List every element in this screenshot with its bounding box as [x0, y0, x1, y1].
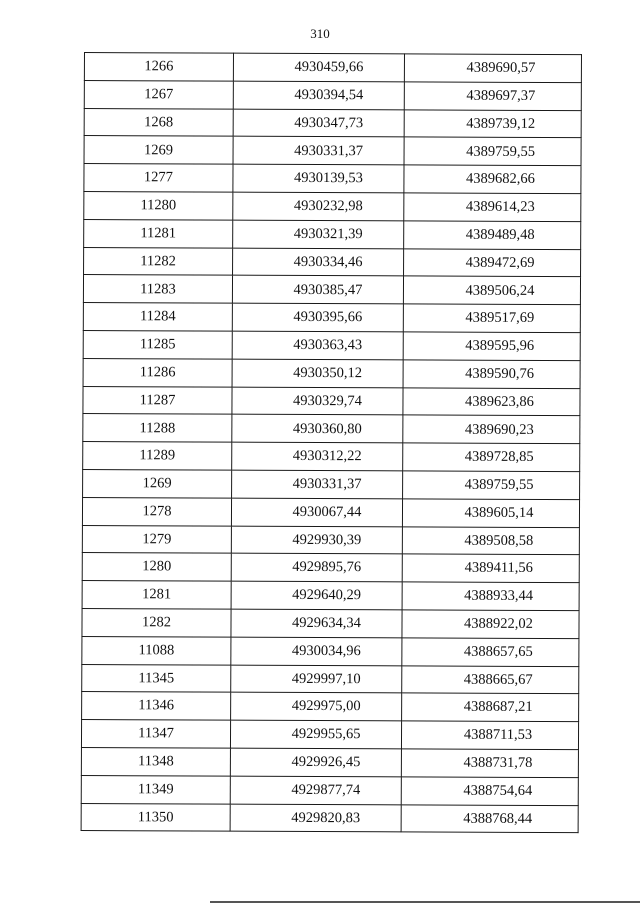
y-coordinate-cell	[403, 387, 580, 416]
point-number-cell	[84, 164, 233, 192]
y-coordinate-cell	[403, 276, 580, 305]
x-coordinate-cell	[233, 53, 404, 82]
cell-text: 4389739,12	[466, 115, 536, 132]
cell-text: 4389411,56	[464, 560, 533, 577]
table-row	[82, 664, 579, 694]
point-number-cell	[82, 664, 231, 692]
y-coordinate-cell	[404, 248, 581, 277]
table-row	[83, 303, 580, 333]
cell-text: 4388731,78	[463, 754, 533, 772]
cell-text: 11285	[139, 336, 176, 353]
point-number-cell	[82, 692, 231, 720]
cell-text: 4930334,46	[293, 253, 363, 270]
table-row	[81, 775, 578, 805]
cell-text: 4929975,00	[291, 698, 361, 715]
x-coordinate-cell	[232, 276, 403, 305]
x-coordinate-cell	[231, 609, 402, 638]
x-coordinate-cell	[231, 553, 402, 582]
table-row	[82, 692, 579, 722]
y-coordinate-cell	[402, 693, 579, 722]
cell-text: 4389728,85	[464, 448, 534, 466]
cell-text: 11288	[139, 419, 176, 436]
cell-text: 4929895,76	[292, 559, 362, 576]
table-row	[82, 608, 579, 638]
cell-text: 4389590,76	[465, 365, 535, 382]
table-row	[84, 136, 581, 166]
table-row	[81, 720, 578, 750]
cell-text: 4389690,57	[466, 59, 536, 77]
cell-text: 11287	[139, 391, 176, 409]
cell-text: 4389489,48	[465, 226, 535, 243]
cell-text: 4929955,65	[291, 726, 361, 743]
cell-text: 4929634,34	[292, 614, 361, 632]
x-coordinate-cell	[232, 359, 403, 388]
x-coordinate-cell	[231, 692, 402, 721]
cell-text: 1279	[142, 530, 172, 548]
cell-text: 11283	[140, 280, 176, 297]
point-number-cell	[83, 442, 232, 470]
x-coordinate-cell	[231, 637, 402, 666]
cell-text: 1282	[141, 614, 172, 631]
cell-text: 1269	[142, 475, 172, 492]
cell-text: 4389508,58	[464, 532, 534, 549]
point-number-cell	[83, 414, 232, 442]
x-coordinate-cell	[232, 442, 403, 471]
table-row	[84, 247, 581, 277]
y-coordinate-cell	[404, 165, 581, 194]
cell-text: 4388687,21	[463, 699, 533, 716]
point-number-cell	[82, 581, 231, 609]
point-number-cell	[83, 469, 232, 497]
x-coordinate-cell	[233, 248, 404, 277]
y-coordinate-cell	[403, 415, 580, 444]
point-number-cell	[84, 108, 233, 136]
cell-text: 4389614,23	[465, 198, 535, 216]
cell-text: 4930459,66	[294, 59, 364, 76]
x-coordinate-cell	[231, 581, 402, 610]
point-number-cell	[83, 386, 232, 414]
table-row	[82, 525, 579, 555]
cell-text: 11349	[137, 781, 174, 798]
point-number-cell	[83, 303, 232, 331]
x-coordinate-cell	[230, 804, 401, 833]
x-coordinate-cell	[230, 776, 401, 805]
point-number-cell	[84, 247, 233, 275]
point-number-cell	[82, 497, 231, 525]
cell-text: 11347	[138, 725, 174, 742]
cell-text: 4389623,86	[465, 393, 534, 410]
cell-text: 4389605,14	[464, 504, 534, 521]
y-coordinate-cell	[403, 332, 580, 361]
table-row	[82, 497, 579, 527]
cell-text: 4930363,43	[293, 337, 363, 354]
table-row	[82, 636, 579, 666]
cell-text: 4930232,98	[293, 198, 363, 215]
cell-text: 4389697,37	[466, 87, 536, 104]
x-coordinate-cell	[232, 331, 403, 360]
point-number-cell	[83, 330, 232, 358]
point-number-cell	[84, 53, 233, 81]
point-number-cell	[81, 720, 230, 748]
x-coordinate-cell	[233, 81, 404, 110]
point-number-cell	[81, 747, 230, 775]
y-coordinate-cell	[403, 443, 580, 472]
table-row	[83, 414, 580, 444]
page-number: 310	[310, 26, 330, 41]
cell-text: 1278	[142, 503, 172, 520]
cell-text: 4388657,65	[463, 643, 533, 660]
y-coordinate-cell	[403, 471, 580, 500]
cell-text: 11284	[139, 308, 176, 325]
point-number-cell	[81, 775, 230, 803]
cell-text: 11346	[138, 697, 175, 714]
page-bottom-edge	[210, 901, 640, 903]
cell-text: 4930067,44	[292, 503, 362, 521]
y-coordinate-cell	[401, 749, 578, 778]
cell-text: 4389759,55	[466, 143, 536, 160]
x-coordinate-cell	[232, 415, 403, 444]
cell-text: 4388933,44	[464, 587, 534, 605]
y-coordinate-cell	[404, 221, 581, 250]
cell-text: 4389506,24	[465, 282, 535, 299]
y-coordinate-cell	[403, 360, 580, 389]
table-row	[84, 80, 581, 110]
table-row	[83, 386, 580, 416]
cell-text: 1280	[142, 558, 172, 575]
y-coordinate-cell	[401, 777, 578, 806]
cell-text: 4930385,47	[293, 281, 363, 298]
y-coordinate-cell	[401, 804, 578, 833]
cell-text: 4929926,45	[291, 753, 361, 771]
point-number-cell	[84, 80, 233, 108]
cell-text: 4930394,54	[294, 86, 364, 104]
point-number-cell	[83, 358, 232, 386]
cell-text: 4930139,53	[293, 170, 363, 187]
cell-text: 11280	[140, 197, 177, 214]
y-coordinate-cell	[403, 304, 580, 333]
cell-text: 4929997,10	[291, 670, 361, 687]
y-coordinate-cell	[404, 193, 581, 222]
table-row	[82, 553, 579, 583]
cell-text: 4389682,66	[465, 170, 535, 188]
x-coordinate-cell	[233, 109, 404, 138]
x-coordinate-cell	[233, 164, 404, 193]
x-coordinate-cell	[232, 387, 403, 416]
coordinates-table	[81, 52, 582, 833]
x-coordinate-cell	[231, 498, 402, 527]
table-row	[83, 330, 580, 360]
cell-text: 1268	[144, 113, 174, 131]
table-row	[83, 442, 580, 472]
point-number-cell	[82, 553, 231, 581]
cell-text: 4930350,12	[293, 364, 363, 382]
x-coordinate-cell	[233, 220, 404, 249]
cell-text: 11286	[139, 364, 176, 381]
point-number-cell	[84, 191, 233, 219]
y-coordinate-cell	[402, 610, 579, 639]
cell-text: 4930360,80	[292, 420, 362, 437]
cell-text: 4388711,53	[463, 726, 533, 744]
y-coordinate-cell	[401, 721, 578, 750]
cell-text: 11348	[138, 753, 174, 770]
cell-text: 11350	[137, 808, 174, 826]
cell-text: 4929877,74	[291, 781, 361, 799]
cell-text: 4929640,29	[292, 587, 362, 604]
cell-text: 4389517,69	[465, 309, 535, 327]
point-number-cell	[84, 219, 233, 247]
cell-text: 11289	[139, 447, 176, 464]
cell-text: 4930034,96	[291, 642, 361, 660]
y-coordinate-cell	[402, 499, 579, 528]
x-coordinate-cell	[232, 303, 403, 332]
coordinates-table-body	[81, 53, 581, 833]
cell-text: 4930321,39	[293, 225, 363, 243]
y-coordinate-cell	[402, 665, 579, 694]
y-coordinate-cell	[404, 137, 581, 166]
table-row	[84, 53, 581, 83]
cell-text: 11282	[140, 252, 176, 270]
cell-text: 1269	[144, 141, 174, 158]
cell-text: 4930347,73	[294, 114, 364, 131]
y-coordinate-cell	[402, 554, 579, 583]
point-number-cell	[82, 636, 231, 664]
cell-text: 1266	[144, 58, 174, 75]
cell-text: 4930312,22	[292, 448, 362, 465]
cell-text: 4388768,44	[463, 810, 533, 827]
cell-text: 4929820,83	[291, 809, 361, 826]
table-row	[84, 219, 581, 249]
x-coordinate-cell	[231, 526, 402, 555]
point-number-cell	[82, 525, 231, 553]
cell-text: 4930329,74	[293, 392, 362, 409]
cell-text: 4929930,39	[292, 531, 362, 548]
cell-text: 4388665,67	[463, 671, 533, 688]
x-coordinate-cell	[233, 192, 404, 221]
cell-text: 4388922,02	[464, 615, 533, 633]
cell-text: 1267	[144, 86, 174, 103]
cell-text: 4930331,37	[294, 142, 364, 159]
point-number-cell	[83, 275, 232, 303]
cell-text: 4389595,96	[465, 337, 535, 355]
cell-text: 4389472,69	[465, 254, 535, 271]
table-row	[84, 191, 581, 221]
cell-text: 4389690,23	[464, 421, 534, 438]
table-row	[84, 164, 581, 194]
point-number-cell	[81, 803, 230, 831]
cell-text: 4930395,66	[293, 309, 363, 326]
point-number-cell	[84, 136, 233, 164]
y-coordinate-cell	[404, 109, 581, 138]
cell-text: 11088	[138, 642, 175, 659]
table-row	[81, 747, 578, 777]
cell-text: 1281	[142, 586, 172, 603]
table-row	[81, 803, 578, 833]
y-coordinate-cell	[402, 526, 579, 555]
cell-text: 1277	[143, 169, 173, 186]
x-coordinate-cell	[231, 665, 402, 694]
x-coordinate-cell	[232, 470, 403, 499]
cell-text: 4388754,64	[463, 782, 533, 799]
cell-text: 4930331,37	[292, 476, 362, 493]
cell-text: 4389759,55	[464, 476, 534, 494]
table-row	[83, 469, 580, 499]
point-number-cell	[82, 608, 231, 636]
y-coordinate-cell	[402, 638, 579, 667]
table-row	[82, 581, 579, 611]
table-row	[84, 108, 581, 138]
y-coordinate-cell	[404, 82, 581, 111]
cell-text: 11281	[140, 225, 177, 242]
y-coordinate-cell	[404, 54, 581, 83]
x-coordinate-cell	[230, 720, 401, 749]
table-row	[83, 275, 580, 305]
x-coordinate-cell	[233, 137, 404, 166]
cell-text: 11345	[138, 669, 175, 687]
table-row	[83, 358, 580, 388]
y-coordinate-cell	[402, 582, 579, 611]
x-coordinate-cell	[230, 748, 401, 777]
